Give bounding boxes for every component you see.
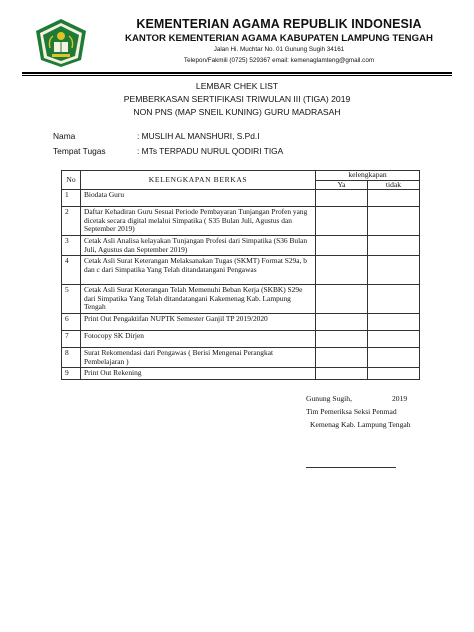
nama-label: Nama bbox=[53, 131, 76, 141]
document-title: LEMBAR CHEK LIST bbox=[195, 81, 279, 91]
table-row bbox=[62, 331, 420, 348]
row-text: Print Out Pengaktifan NUPTK Semester Ganjil TP 2019/2020 bbox=[81, 314, 316, 331]
row-no: 9 bbox=[62, 368, 81, 380]
document-subtitle-2: NON PNS (MAP SNEIL KUNING) GURU MADRASAH bbox=[133, 107, 341, 117]
tugas-label: Tempat Tugas bbox=[53, 146, 106, 156]
row-tidak-cell[interactable] bbox=[368, 207, 420, 236]
row-ya-cell[interactable] bbox=[316, 256, 368, 285]
row-no: 5 bbox=[62, 285, 81, 314]
header-no: No bbox=[62, 171, 81, 190]
row-no: 2 bbox=[62, 207, 81, 236]
row-ya-cell[interactable] bbox=[316, 285, 368, 314]
table-row bbox=[62, 236, 420, 256]
row-text: Cetak Asli Analisa kelayakan Tunjangan Profesi dari Simpatika (S36 Bulan Juli, Agustus dan September 2019) bbox=[81, 236, 316, 256]
office-contact: Telepon/Fakmili (0725) 529367 email: kemenaglamteng@gmail.com bbox=[183, 57, 375, 64]
row-tidak-cell[interactable] bbox=[368, 285, 420, 314]
row-tidak-cell[interactable] bbox=[368, 236, 420, 256]
row-ya-cell[interactable] bbox=[316, 236, 368, 256]
ministry-name: KEMENTERIAN AGAMA REPUBLIK INDONESIA bbox=[136, 17, 422, 31]
table-row bbox=[62, 348, 420, 368]
row-no: 6 bbox=[62, 314, 81, 331]
table-row bbox=[62, 368, 420, 380]
table-row bbox=[62, 256, 420, 285]
row-text: Cetak Asli Surat Keterangan Melaksanakan Tugas (SKMT) Format S29a, b dan c dari Simpatika Yang Telah ditandatangani Pengawas bbox=[81, 256, 316, 285]
row-ya-cell[interactable] bbox=[316, 348, 368, 368]
row-tidak-cell[interactable] bbox=[368, 368, 420, 380]
signature-year: 2019 bbox=[392, 394, 408, 403]
row-text: Cetak Asli Surat Keterangan Telah Memenuhi Beban Kerja (SKBK) S29e dari Simpatika Yang Telah ditandatangani Kakemenag Kab. Lampung Tengah bbox=[81, 285, 316, 314]
row-text: Biodata Guru bbox=[81, 190, 316, 207]
signature-office: Kemenag Kab. Lampung Tengah bbox=[310, 420, 411, 429]
signature-team: Tim Pemeriksa Seksi Penmad bbox=[306, 407, 397, 416]
table-row bbox=[62, 285, 420, 314]
kemenag-logo bbox=[26, 18, 96, 68]
row-tidak-cell[interactable] bbox=[368, 256, 420, 285]
office-name: KANTOR KEMENTERIAN AGAMA KABUPATEN LAMPUNG TENGAH bbox=[125, 33, 433, 44]
table-row bbox=[62, 314, 420, 331]
row-tidak-cell[interactable] bbox=[368, 331, 420, 348]
tugas-value: : MTs TERPADU NURUL QODIRI TIGA bbox=[137, 146, 284, 156]
signature-line bbox=[306, 467, 396, 468]
office-address: Jalan Hi. Muchtar No. 01 Gunung Sugih 34161 bbox=[213, 46, 345, 53]
row-no: 1 bbox=[62, 190, 81, 207]
header-divider bbox=[22, 72, 452, 74]
signature-place: Gunung Sugih, bbox=[306, 394, 352, 403]
row-no: 3 bbox=[62, 236, 81, 256]
header-kelengkapan: kelengkapan bbox=[316, 171, 420, 181]
row-no: 4 bbox=[62, 256, 81, 285]
row-ya-cell[interactable] bbox=[316, 314, 368, 331]
row-tidak-cell[interactable] bbox=[368, 190, 420, 207]
checklist-table bbox=[61, 170, 420, 380]
table-row bbox=[62, 207, 420, 236]
row-ya-cell[interactable] bbox=[316, 207, 368, 236]
row-tidak-cell[interactable] bbox=[368, 314, 420, 331]
row-no: 8 bbox=[62, 348, 81, 368]
row-ya-cell[interactable] bbox=[316, 190, 368, 207]
header-kelengkapan-berkas: KELENGKAPAN BERKAS bbox=[81, 171, 316, 190]
row-ya-cell[interactable] bbox=[316, 368, 368, 380]
row-text: Fotocopy SK Dirjen bbox=[81, 331, 316, 348]
document-subtitle: PEMBERKASAN SERTIFIKASI TRIWULAN III (TIGA) 2019 bbox=[123, 94, 351, 104]
table-row bbox=[62, 190, 420, 207]
row-tidak-cell[interactable] bbox=[368, 348, 420, 368]
row-text: Surat Rekomendasi dari Pengawas ( Berisi Mengenai Perangkat Pembelajaran ) bbox=[81, 348, 316, 368]
nama-value: : MUSLIH AL MANSHURI, S.Pd.I bbox=[137, 131, 260, 141]
row-text: Print Out Rekening bbox=[81, 368, 316, 380]
row-ya-cell[interactable] bbox=[316, 331, 368, 348]
row-no: 7 bbox=[62, 331, 81, 348]
info-row-nama bbox=[53, 131, 260, 141]
info-row-tugas bbox=[53, 146, 283, 156]
row-text: Daftar Kehadiran Guru Sesuai Periode Pembayaran Tunjangan Profen yang dicetak secara digital melalui Simpatika ( S35 Bulan Juli, Agustus dan September 2019) bbox=[81, 207, 316, 236]
header-tidak: tidak bbox=[368, 180, 420, 190]
header-divider-thin bbox=[22, 75, 452, 76]
header-ya: Ya bbox=[316, 180, 368, 190]
